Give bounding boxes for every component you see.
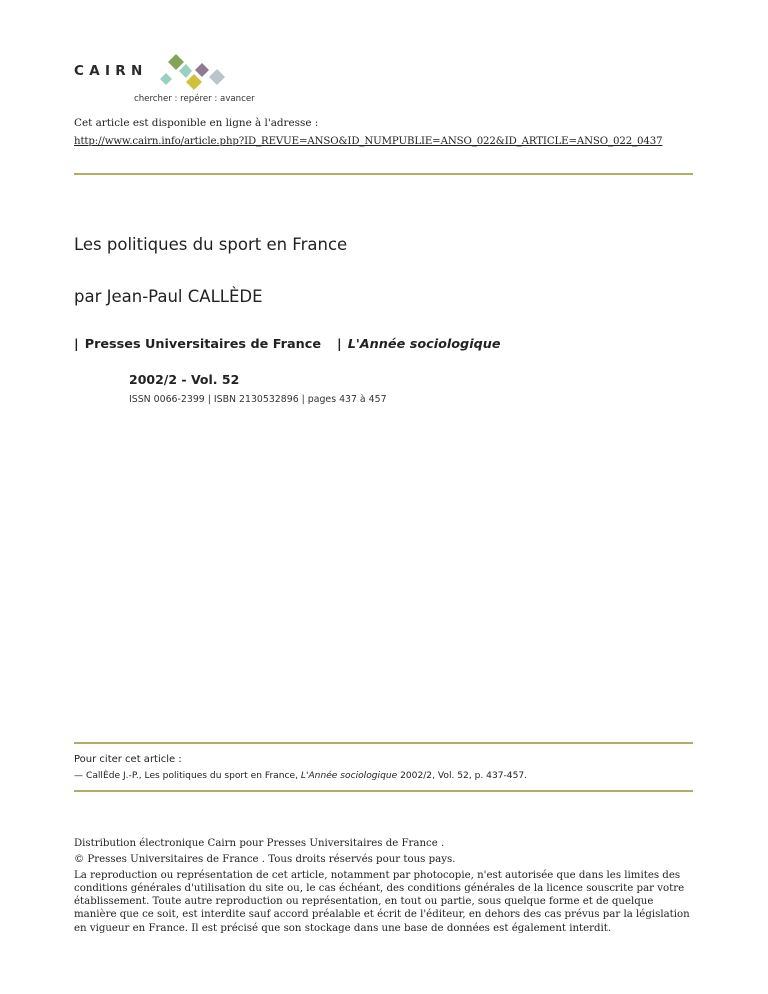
logo-tagline: chercher : repérer : avancer bbox=[134, 94, 255, 104]
logo-diamond-teal-small bbox=[160, 73, 172, 85]
distribution-line: Distribution électronique Cairn pour Presses Universitaires de France . bbox=[74, 838, 445, 849]
separator-bar: | bbox=[74, 337, 79, 352]
logo-diamond-purple bbox=[195, 63, 209, 77]
logo-diamonds-icon bbox=[160, 54, 226, 94]
citation-prefix: — CallÈde J.-P., Les politiques du sport en France, bbox=[74, 771, 301, 781]
logo-diamond-green bbox=[168, 54, 184, 70]
logo-diamond-grey bbox=[209, 69, 225, 85]
publisher-name: Presses Universitaires de France bbox=[84, 337, 322, 352]
reproduction-notice: La reproduction ou représentation de cet article, notamment par photocopie, n'est autorisée que dans les limites des conditions générales d'utilisation du site ou, le cas échéant, des conditions générales de la licence souscrite par votre établissement. Toute autre reproduction ou représentation, en tout ou partie, sous quelque forme et de quelque manière que ce soit, est interdite sauf accord préalable et écrit de l'éditeur, en dehors des cas prévus par la législation en vigueur en France. Il est précisé que son stockage dans une base de données est également interdit. bbox=[74, 870, 690, 934]
issue-info: 2002/2 - Vol. 52 bbox=[129, 372, 240, 387]
citation-top-divider bbox=[74, 742, 693, 744]
logo-diamond-teal bbox=[179, 64, 192, 78]
article-title: Les politiques du sport en France bbox=[74, 235, 348, 254]
journal-name: L'Année sociologique bbox=[347, 337, 501, 352]
issn-isbn-pages: ISSN 0066-2399 | ISBN 2130532896 | pages 437 à 457 bbox=[129, 394, 387, 405]
article-url-link[interactable]: http://www.cairn.info/article.php?ID_REVUE=ANSO&ID_NUMPUBLIE=ANSO_022&ID_ARTICLE=ANSO_022_0437 bbox=[74, 136, 663, 147]
citation-text bbox=[74, 771, 527, 781]
logo-diamond-yellow bbox=[186, 74, 202, 90]
publisher-line bbox=[74, 337, 321, 352]
copyright-line: © Presses Universitaires de France . Tous droits réservés pour tous pays. bbox=[74, 854, 456, 866]
citation-suffix: 2002/2, Vol. 52, p. 437-457. bbox=[397, 771, 528, 781]
footer-notice bbox=[74, 837, 694, 935]
logo-wordmark: CAIRN bbox=[74, 63, 148, 79]
article-author: par Jean-Paul CALLÈDE bbox=[74, 287, 263, 306]
citation-label: Pour citer cet article : bbox=[74, 754, 182, 765]
journal-line bbox=[337, 337, 501, 352]
cairn-logo[interactable] bbox=[74, 52, 254, 106]
availability-label: Cet article est disponible en ligne à l'adresse : bbox=[74, 117, 319, 129]
citation-bottom-divider bbox=[74, 790, 693, 792]
citation-journal: L'Année sociologique bbox=[300, 771, 398, 781]
separator-bar: | bbox=[337, 337, 342, 352]
top-divider bbox=[74, 173, 693, 175]
